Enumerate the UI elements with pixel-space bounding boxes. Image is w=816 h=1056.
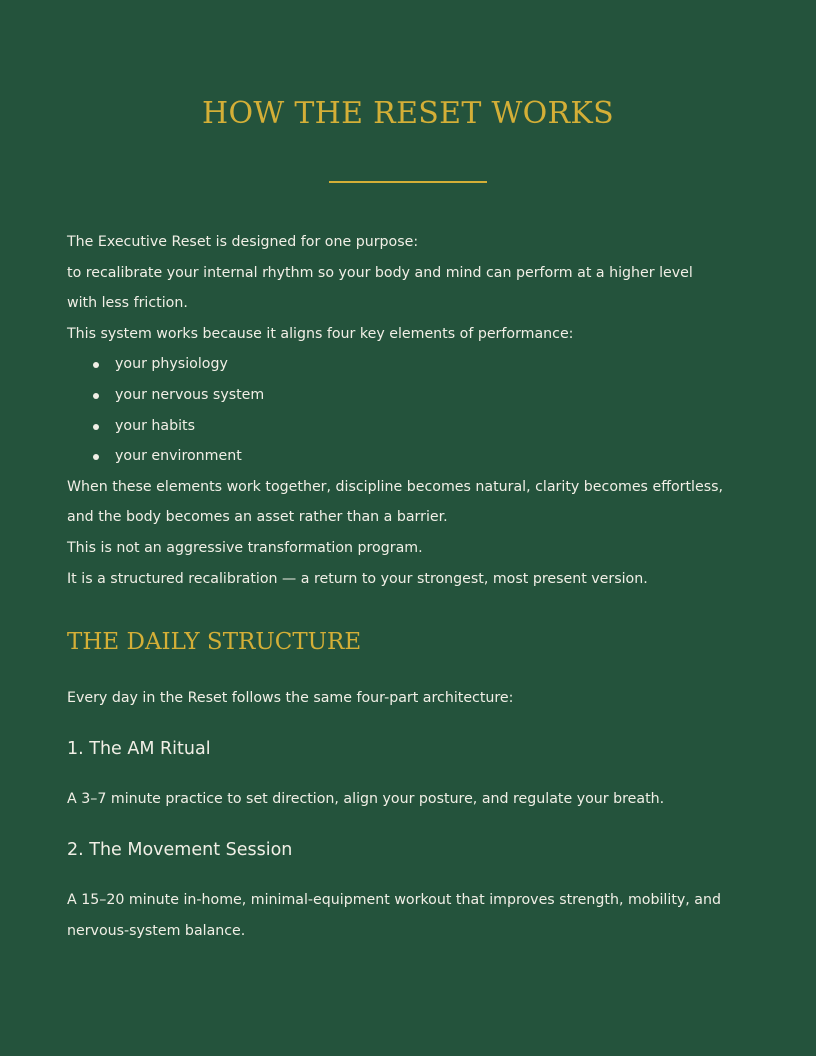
bullet-icon [93,454,99,460]
list-item-text: your nervous system [115,386,265,403]
item-heading-am-ritual: 1. The AM Ritual [67,739,211,759]
list-item-text: your habits [115,417,195,434]
intro-section [67,227,727,594]
list-item [67,380,727,411]
page-title: HOW THE RESET WORKS [202,96,614,131]
list-item-text: your environment [115,448,242,465]
bullet-icon [93,424,99,430]
intro-line-recalibrate: to recalibrate your internal rhythm so your body and mind can perform at a higher level with less friction. [67,264,693,312]
intro-line-structured: It is a structured recalibration — a return to your strongest, most present version. [67,570,648,587]
section-title-daily-structure: THE DAILY STRUCTURE [67,629,362,655]
title-divider [329,181,487,183]
item-description-movement-session: A 15–20 minute in-home, minimal-equipment workout that improves strength, mobility, and nervous-system balance. [67,892,721,939]
list-item [67,349,727,380]
bullet-icon [93,362,99,368]
intro-line-together: When these elements work together, discipline becomes natural, clarity becomes effortless, and the body becomes an asset rather than a barrier. [67,478,724,526]
item-heading-movement-session: 2. The Movement Session [67,840,293,860]
intro-line-aligns: This system works because it aligns four key elements of performance: [67,325,574,342]
elements-list [67,349,727,471]
intro-line-purpose: The Executive Reset is designed for one purpose: [67,234,419,250]
intro-line-not-aggressive: This is not an aggressive transformation program. [67,539,423,556]
list-item [67,411,727,442]
bullet-icon [93,393,99,399]
list-item-text: your physiology [115,356,228,373]
item-description-am-ritual: A 3–7 minute practice to set direction, align your posture, and regulate your breath. [67,791,665,807]
list-item [67,441,727,472]
daily-structure-intro: Every day in the Reset follows the same four-part architecture: [67,690,514,706]
